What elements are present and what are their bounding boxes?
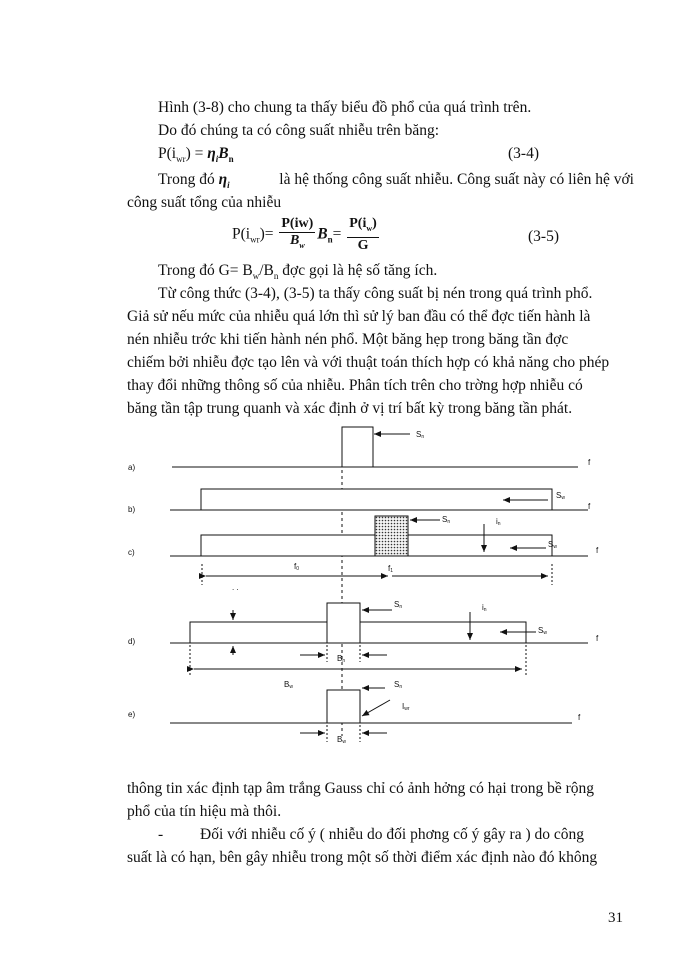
label-bn-d: Bn [337, 654, 346, 664]
paragraph-eta-definition: Trong đó $\eta_i$ là hệ thống công suất nhiễu. Công suất này có liên hệ với [158, 171, 634, 191]
paragraph-analysis-line-3: nén nhiễu trớc khi tiến hành nén phổ. Một băng hẹp trong băng tần đợc [127, 331, 569, 348]
row-d-noise-block [327, 603, 360, 643]
equation-3-4: $P(i_{wr}) = \eta_iB_n$ [158, 145, 234, 165]
row-e-noise-block [327, 690, 360, 723]
paragraph-gauss-line-2: phổ của tín hiệu mà thôi. [127, 803, 282, 820]
paragraph-analysis-line-1: Từ công thức (3-4), (3-5) ta thấy công suất bị nén trong quá trình phổ. [158, 285, 593, 302]
equation-3-5: $P(i_{wr})=$ $\frac{P(iw)}{B_w}$ $B_n=$ $\frac{P(i_w)}{G}$ [232, 216, 377, 253]
freq-label-b: f [588, 502, 591, 511]
freq-label-c: f [596, 546, 599, 555]
bullet-dash: - [158, 826, 164, 843]
row-b-spread-block [201, 489, 552, 510]
paragraph-gauss-line-1: thông tin xác định tạp âm trắng Gauss chỉ có ảnh hởng có hại trong bề rộng [127, 780, 595, 797]
equation-3-4-number: (3-4) [508, 145, 539, 162]
label-sw-c: Sw [548, 540, 557, 550]
label-sw-b: Sw [556, 491, 565, 501]
label-sw-d: Sw [538, 626, 547, 636]
paragraph-intentional-jamming-line-1: Đối với nhiễu cố ý ( nhiễu do đối phơng cố ý gây ra ) do công [200, 826, 585, 843]
paragraph-analysis-line-6: băng tần tập trung quanh và xác định ở vị trí bất kỳ trong băng tần phát. [127, 400, 573, 417]
label-bw-e: Bw [337, 735, 346, 745]
label-iwr-e: Iwr [402, 702, 410, 712]
label-f1: f1 [388, 564, 394, 574]
label-f0: f0 [294, 562, 300, 572]
paragraph-total-noise-power: công suất tổng của nhiễu [127, 194, 282, 211]
label-bw-d: Bw [284, 680, 293, 690]
label-sn-a: Sn [416, 430, 425, 440]
label-in-d: in [482, 603, 487, 613]
freq-label-e: f [578, 713, 581, 722]
row-label-d: d) [128, 637, 136, 646]
freq-label-d: f [596, 634, 599, 643]
row-label-c: c) [128, 548, 135, 557]
row-c-noise-block [375, 516, 408, 556]
paragraph-analysis-line-4: chiếm bởi nhiễu đợc tạo lên và với thuật toán thích hợp có khả năng cho phép [127, 354, 610, 371]
freq-label-a: f [588, 458, 591, 467]
label-sn-d: Sn [394, 600, 403, 610]
row-label-a: a) [128, 463, 136, 472]
row-a-signal-block [342, 427, 373, 467]
label-dots: . . [232, 583, 239, 592]
label-sn-e: Sn [394, 680, 403, 690]
paragraph-noise-power: Do đó chúng ta có công suất nhiễu trên băng: [158, 122, 440, 139]
label-in-c: in [496, 517, 501, 527]
paragraph-figure-ref: Hình (3-8) cho chung ta thấy biểu đồ phổ của quá trình trên. [158, 99, 532, 116]
row-label-e: e) [128, 710, 136, 719]
row-label-b: b) [128, 505, 136, 514]
paragraph-gain-definition: Trong đó $G= B_w/B_n$ đợc gọi là hệ số tăng ích. [158, 262, 438, 282]
paragraph-intentional-jamming-line-2: suất là có hạn, bên gây nhiễu trong một số thời điểm xác định nào đó không [127, 849, 598, 866]
paragraph-analysis-line-2: Giả sử nếu mức của nhiễu quá lớn thì sử lý ban đầu có thể đợc tiến hành là [127, 308, 591, 325]
label-sn-c: Sn [442, 515, 451, 525]
paragraph-analysis-line-5: thay đổi những thông số của nhiễu. Phân tích trên cho trờng hợp nhiễu có [127, 377, 583, 394]
equation-3-5-number: (3-5) [528, 228, 559, 245]
page-number: 31 [608, 910, 623, 926]
